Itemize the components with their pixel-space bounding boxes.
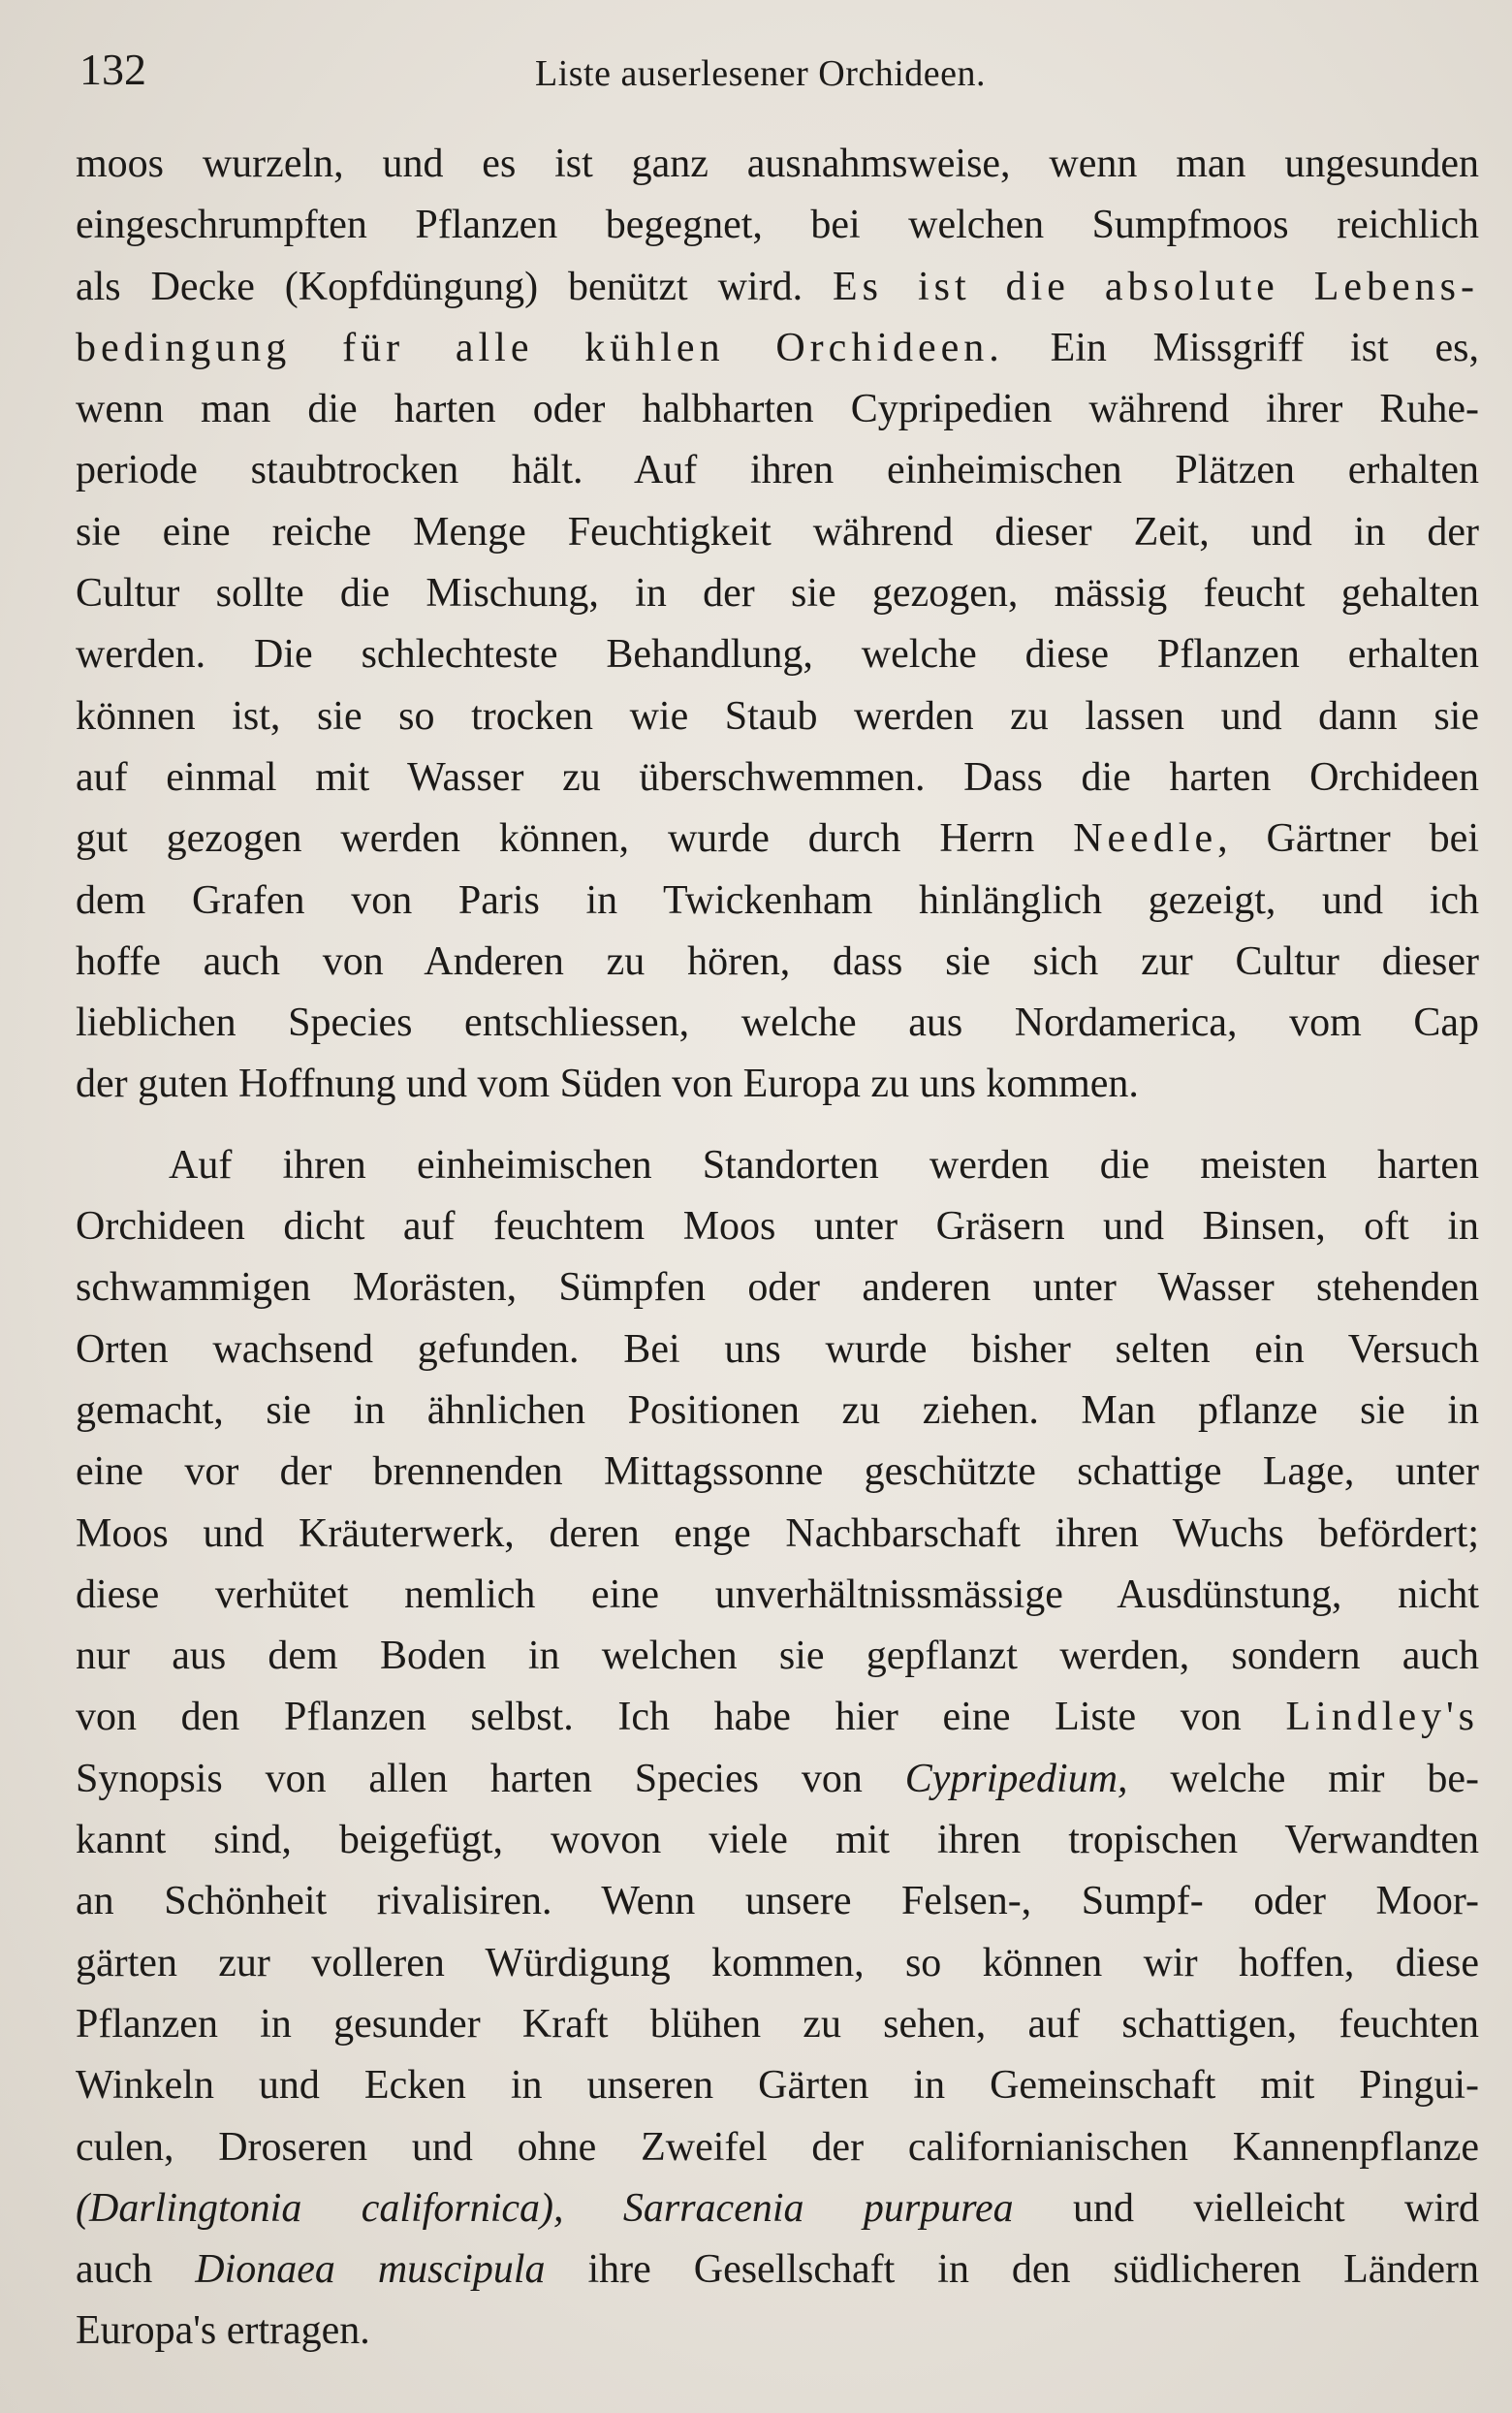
italic-term: (Darlingtonia californica), Sarracenia purpurea [76, 2185, 1014, 2231]
italic-term: Dionaea muscipula [195, 2247, 546, 2293]
text-run: Orchideen dicht auf feuchtem Moos unter Gräsern und Binsen, oft in [76, 1204, 1479, 1250]
paragraph-1-line [76, 134, 1479, 195]
spaced-emphasis: Es ist die absolute Lebens- [833, 264, 1479, 309]
text-run: gärten zur volleren Würdigung kommen, so können wir hoffen, diese [76, 1940, 1479, 1985]
paragraph-2-line [76, 2301, 1479, 2362]
text-run: diese verhütet nemlich eine unverhältnissmässige Ausdünstung, nicht [76, 1572, 1479, 1617]
paragraph-2-line [76, 1135, 1479, 1196]
paragraph-2-line [76, 1319, 1479, 1381]
text-run: als Decke (Kopfdüngung) benützt wird. [76, 264, 834, 309]
text-run: Synopsis von allen harten Species von [76, 1756, 905, 1801]
paragraph-2-line [76, 1994, 1479, 2055]
paragraph-1-line [76, 195, 1479, 256]
text-run: ihre Gesellschaft in den südlicheren Ländern [545, 2247, 1479, 2293]
text-run: der guten Hoffnung und vom Süden von Europa zu uns kommen. [76, 1062, 1139, 1107]
paragraph-1-line [76, 563, 1479, 624]
text-run: auch [76, 2247, 196, 2293]
text-run: von den Pflanzen selbst. Ich habe hier eine Liste von [76, 1695, 1286, 1740]
paragraph-1-line [76, 809, 1479, 870]
text-run: periode staubtrocken hält. Auf ihren einheimischen Plätzen erhalten [76, 448, 1479, 493]
spaced-emphasis: Lindley's [1285, 1695, 1479, 1740]
paragraph-2-line [76, 1933, 1479, 1994]
spaced-emphasis: bedingung für alle kühlen Orchideen. [76, 325, 1004, 370]
paragraph-2-line [76, 2055, 1479, 2116]
spaced-emphasis: Needle [1073, 816, 1218, 862]
paragraph-1-line [76, 1054, 1479, 1115]
paragraph-1-line [76, 993, 1479, 1054]
text-run: nur aus dem Boden in welchen sie gepflanzt werden, sondern auch [76, 1634, 1479, 1679]
text-run: eine vor der brennenden Mittagssonne geschützte schattige Lage, unter [76, 1449, 1479, 1495]
text-run: schwammigen Morästen, Sümpfen oder anderen unter Wasser stehenden [76, 1265, 1479, 1311]
page-number: 132 [79, 45, 146, 94]
page-header [79, 41, 1465, 99]
paragraph-2-line [76, 1687, 1479, 1748]
text-run: können ist, sie so trocken wie Staub werden zu lassen und dann sie [76, 693, 1479, 739]
paragraph-2-line [76, 1504, 1479, 1565]
text-run: gemacht, sie in ähnlichen Positionen zu ziehen. Man pflanze sie in [76, 1387, 1479, 1433]
text-run: Orten wachsend gefunden. Bei uns wurde bisher selten ein Versuch [76, 1326, 1479, 1372]
text-run: welche mir be- [1127, 1756, 1479, 1801]
paragraph-1-line [76, 379, 1479, 440]
paragraph-1-line [76, 871, 1479, 932]
paragraph-1-line [76, 257, 1479, 318]
paragraph-gap [76, 1116, 1479, 1135]
text-run: werden. Die schlechteste Behandlung, welche diese Pflanzen erhalten [76, 632, 1479, 678]
body-text [76, 134, 1479, 2363]
paragraph-2-line [76, 1871, 1479, 1932]
text-run: auf einmal mit Wasser zu überschwemmen. Dass die harten Orchideen [76, 754, 1479, 800]
text-run: an Schönheit rivalisiren. Wenn unsere Felsen-, Sumpf- oder Moor- [76, 1879, 1479, 1924]
paragraph-2-line [76, 2178, 1479, 2239]
paragraph-2-line [76, 2117, 1479, 2178]
text-run: sie eine reiche Menge Feuchtigkeit während dieser Zeit, und in der [76, 509, 1479, 555]
paragraph-2-line [76, 1442, 1479, 1503]
paragraph-1-line [76, 747, 1479, 809]
text-run: eingeschrumpften Pflanzen begegnet, bei welchen Sumpfmoos reichlich [76, 203, 1479, 248]
text-run: wenn man die harten oder halbharten Cypripedien während ihrer Ruhe- [76, 387, 1479, 432]
paragraph-2-line [76, 1749, 1479, 1810]
paragraph-1-line [76, 624, 1479, 685]
text-run: , Gärtner bei [1217, 816, 1479, 862]
text-run: und vielleicht wird [1013, 2185, 1479, 2231]
text-run: culen, Droseren und ohne Zweifel der californianischen Kannenpflanze [76, 2124, 1479, 2170]
paragraph-2-line [76, 1196, 1479, 1257]
text-run: kannt sind, beigefügt, wovon viele mit ihren tropischen Verwandten [76, 1818, 1479, 1863]
italic-term: Cypripedium, [904, 1756, 1128, 1801]
text-run: hoffe auch von Anderen zu hören, dass sie sich zur Cultur dieser [76, 938, 1479, 984]
paragraph-2-line [76, 1565, 1479, 1626]
text-run: moos wurzeln, und es ist ganz ausnahmsweise, wenn man ungesunden [76, 142, 1479, 186]
paragraph-1 [76, 134, 1479, 1116]
text-run: Cultur sollte die Mischung, in der sie gezogen, mässig feucht gehalten [76, 571, 1479, 617]
text-run: Moos und Kräuterwerk, deren enge Nachbarschaft ihren Wuchs befördert; [76, 1510, 1479, 1556]
paragraph-1-line [76, 318, 1479, 379]
text-run: lieblichen Species entschliessen, welche aus Nordamerica, vom Cap [76, 1000, 1479, 1046]
text-run: Winkeln und Ecken in unseren Gärten in Gemeinschaft mit Pingui- [76, 2063, 1479, 2109]
paragraph-1-line [76, 440, 1479, 501]
text-run: Europa's ertragen. [76, 2308, 370, 2354]
text-run: Auf ihren einheimischen Standorten werden die meisten harten [169, 1142, 1479, 1188]
paragraph-2-line [76, 1810, 1479, 1871]
paragraph-1-line [76, 502, 1479, 563]
paragraph-2-line [76, 1381, 1479, 1442]
paragraph-2-line [76, 1257, 1479, 1318]
text-run: Ein Missgriff ist es, [1003, 325, 1479, 370]
paragraph-1-line [76, 932, 1479, 993]
paragraph-2-line [76, 2239, 1479, 2301]
paragraph-2-line [76, 1626, 1479, 1687]
text-run: Pflanzen in gesunder Kraft blühen zu sehen, auf schattigen, feuchten [76, 2001, 1479, 2047]
running-title: Liste auserlesener Orchideen. [535, 53, 987, 94]
text-run: dem Grafen von Paris in Twickenham hinlänglich gezeigt, und ich [76, 877, 1479, 923]
text-run: gut gezogen werden können, wurde durch Herrn [76, 816, 1074, 862]
paragraph-1-line [76, 686, 1479, 747]
paragraph-2 [76, 1135, 1479, 2363]
